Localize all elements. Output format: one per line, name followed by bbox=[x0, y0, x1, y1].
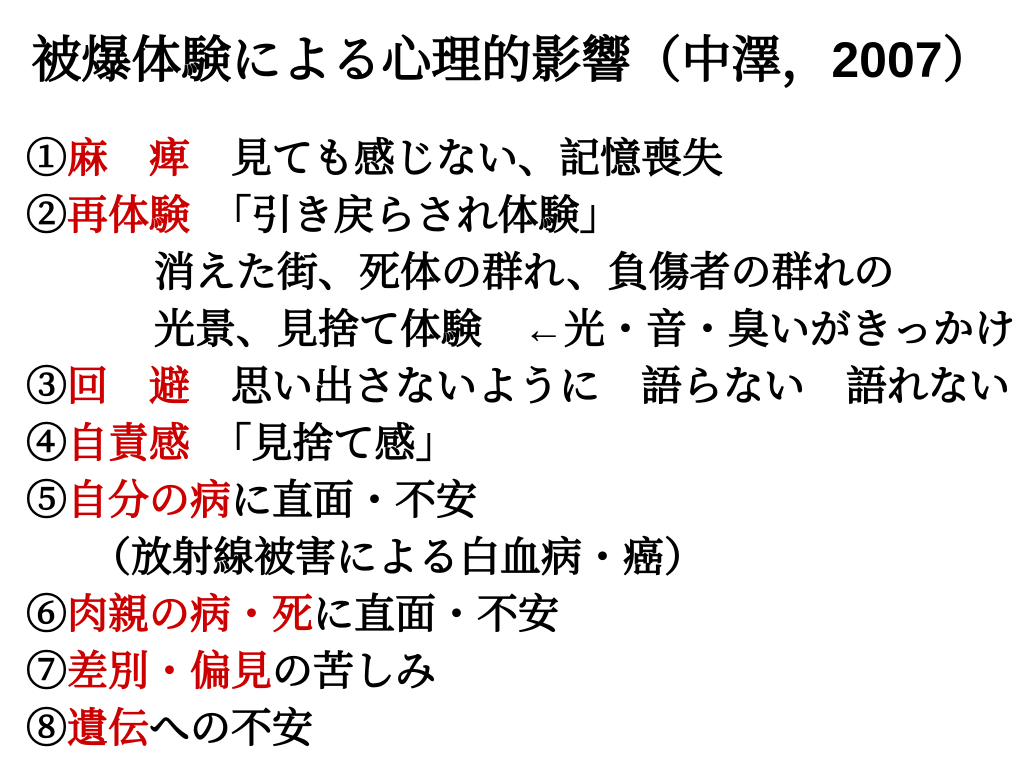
body-line bbox=[26, 415, 1024, 472]
slide-title: 被爆体験による心理的影響（中澤，2007） bbox=[31, 32, 993, 88]
body-text: ⑧ bbox=[26, 705, 67, 751]
keyword-text: 遺伝 bbox=[67, 705, 149, 751]
keyword-text: 自責感 bbox=[67, 420, 190, 466]
body-text: に直面・不安 bbox=[313, 591, 559, 637]
body-line bbox=[26, 700, 1024, 757]
body-line bbox=[154, 301, 1024, 358]
body-text: 「引き戻らされ体験」 bbox=[190, 192, 621, 238]
body-line bbox=[26, 472, 1024, 529]
body-text: に直面・不安 bbox=[231, 477, 477, 523]
body-text: ④ bbox=[26, 420, 67, 466]
keyword-text: 肉親の病・死 bbox=[67, 591, 313, 637]
body-line bbox=[26, 643, 1024, 700]
body-line bbox=[26, 130, 1024, 187]
keyword-text: 麻 痺 bbox=[67, 135, 190, 181]
body-text: ⑤ bbox=[26, 477, 67, 523]
body-text: 光景、見捨て体験 ←光・音・臭いがきっかけ bbox=[154, 306, 1015, 352]
body-text: ⑦ bbox=[26, 648, 67, 694]
keyword-text: 自分の病 bbox=[67, 477, 231, 523]
body-line bbox=[26, 358, 1024, 415]
body-text: ③ bbox=[26, 363, 67, 409]
body-text: ② bbox=[26, 192, 67, 238]
body-text: への不安 bbox=[149, 705, 313, 751]
body-line bbox=[26, 187, 1024, 244]
slide-body bbox=[26, 130, 1024, 757]
keyword-text: 回 避 bbox=[67, 363, 190, 409]
keyword-text: 差別・偏見 bbox=[67, 648, 272, 694]
body-text: ⑥ bbox=[26, 591, 67, 637]
body-line bbox=[26, 586, 1024, 643]
body-text: ① bbox=[26, 135, 67, 181]
keyword-text: 再体験 bbox=[67, 192, 190, 238]
body-line bbox=[154, 244, 1024, 301]
body-text: 見ても感じない、記憶喪失 bbox=[190, 135, 723, 181]
body-text: 消えた街、死体の群れ、負傷者の群れの bbox=[154, 249, 895, 295]
body-line bbox=[90, 529, 1024, 586]
body-text: の苦しみ bbox=[272, 648, 436, 694]
body-text: （放射線被害による白血病・癌） bbox=[90, 534, 705, 580]
body-text: 「見捨て感」 bbox=[190, 420, 457, 466]
body-text: 思い出さないように 語らない 語れない bbox=[190, 363, 1010, 409]
